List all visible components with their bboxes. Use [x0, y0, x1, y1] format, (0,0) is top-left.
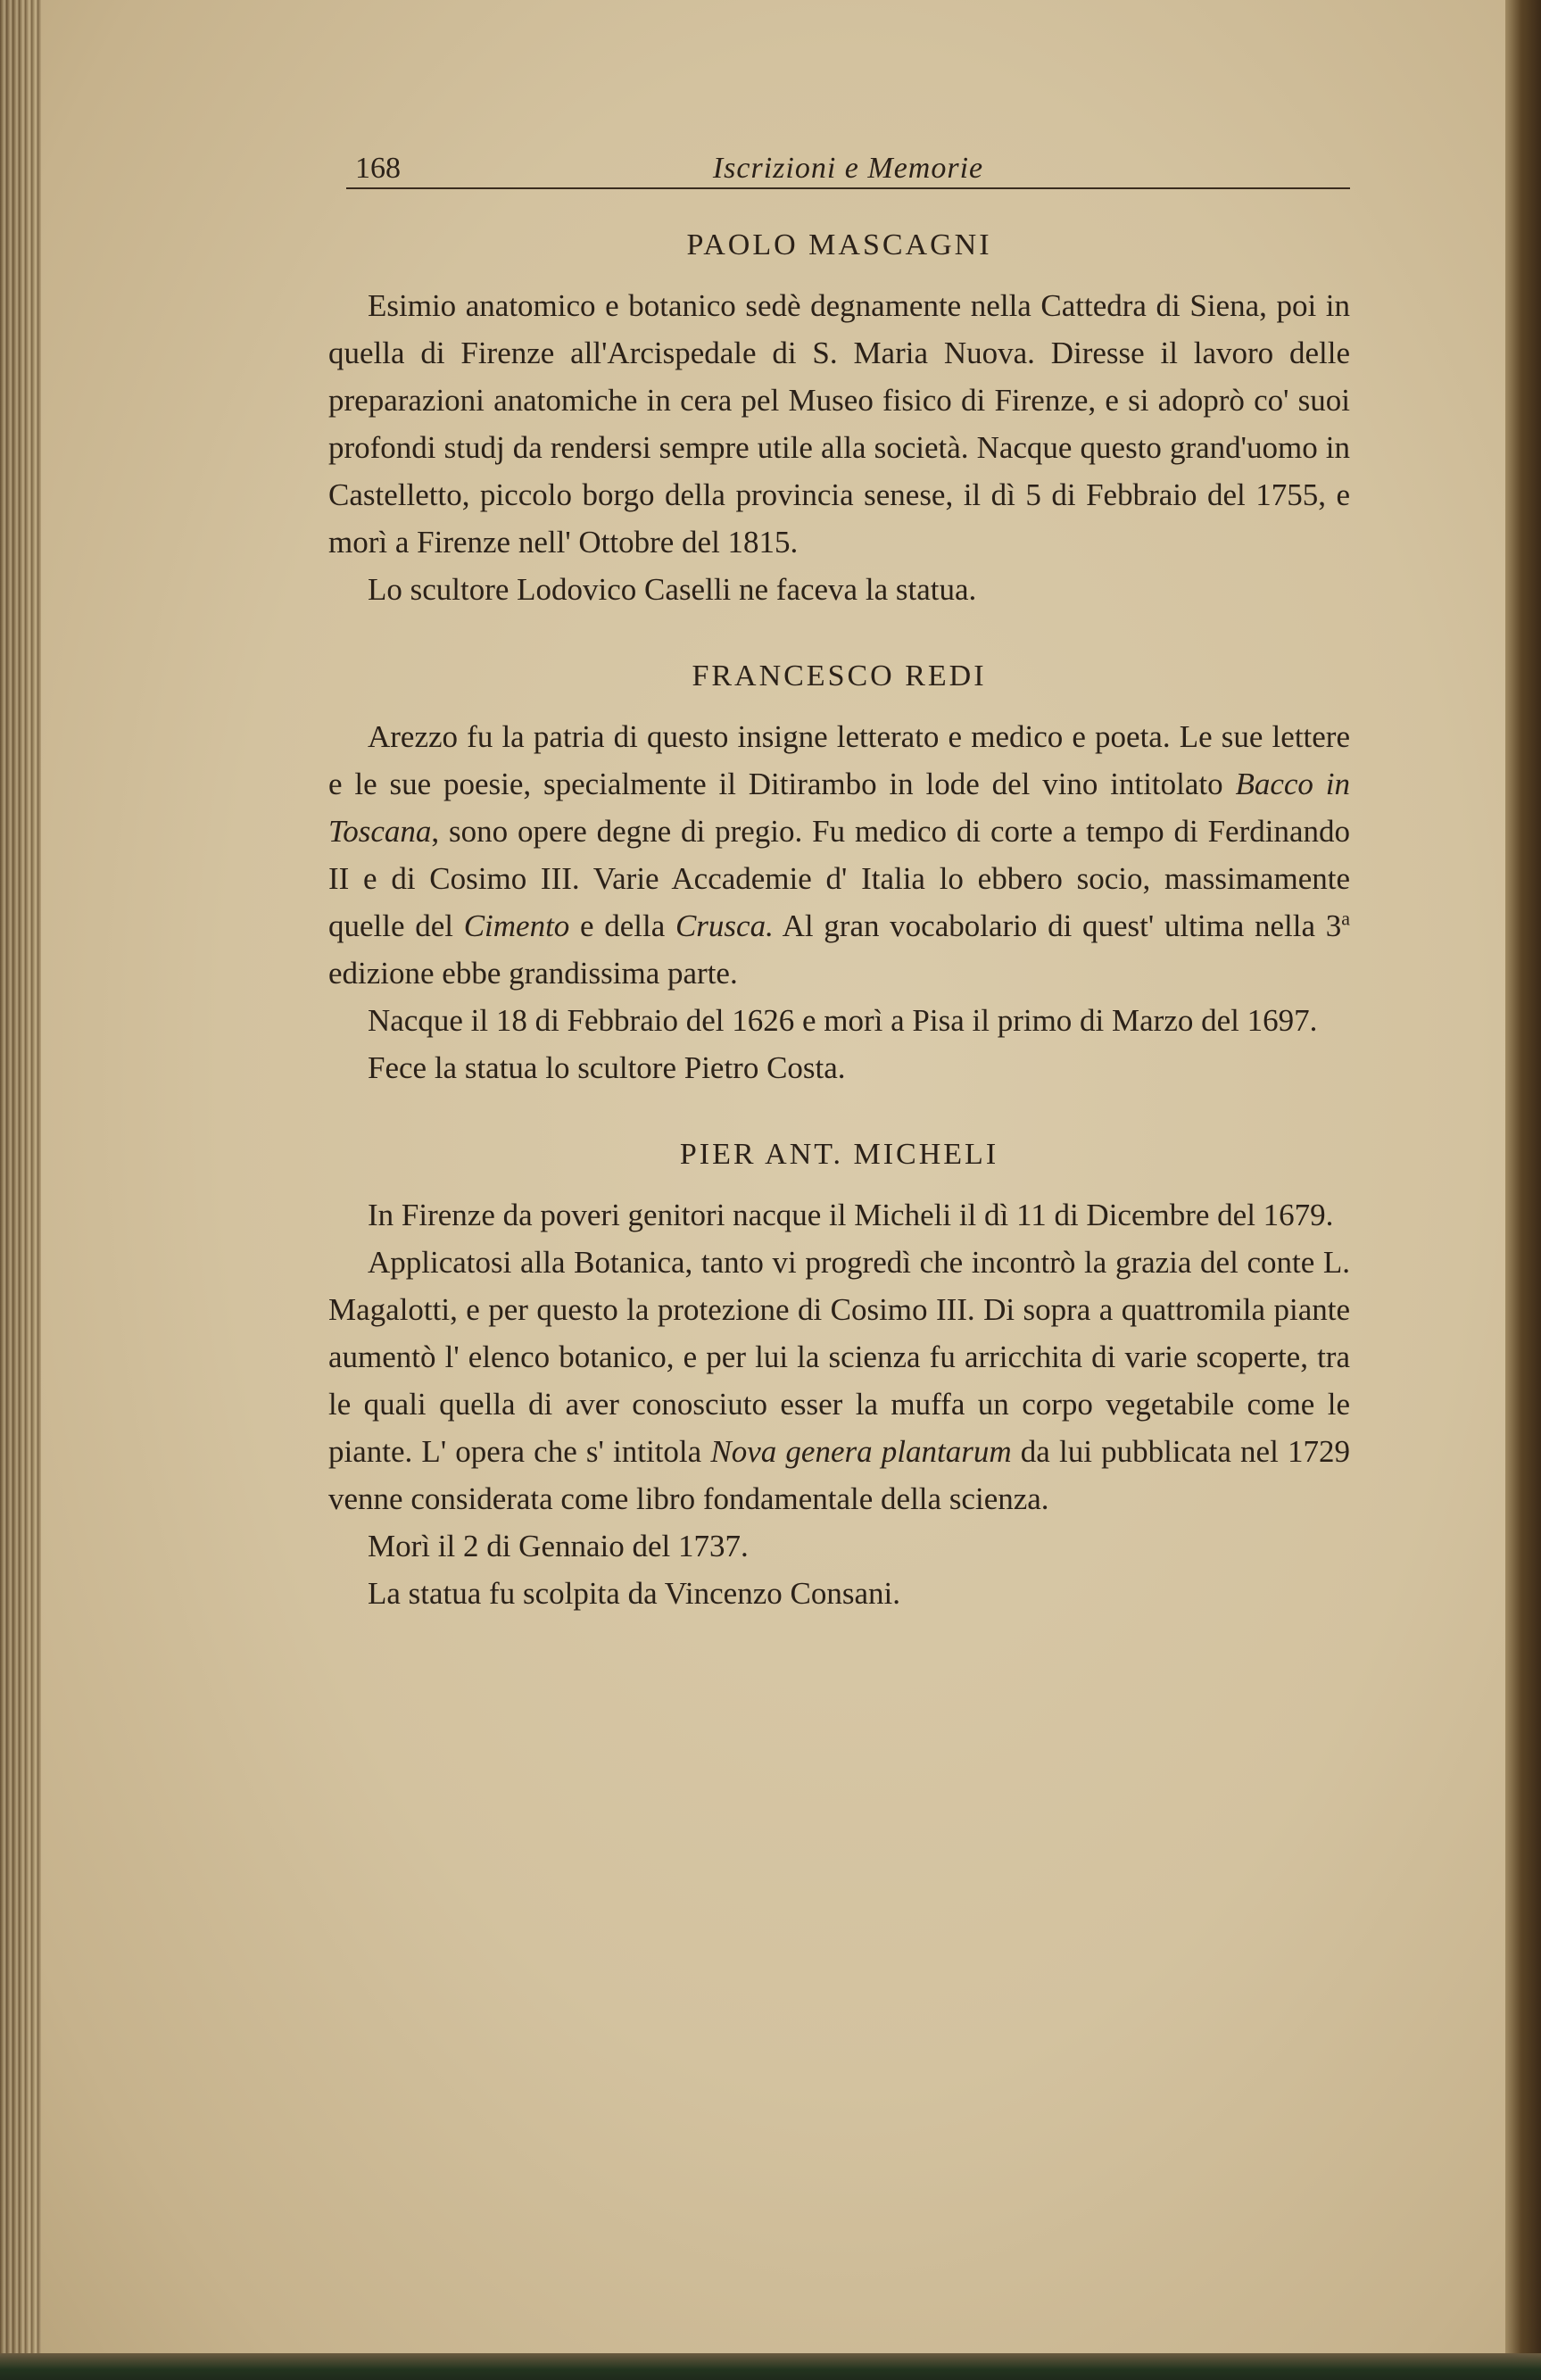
- micheli-paragraph-3: Morì il 2 di Gennaio del 1737.: [368, 1529, 749, 1563]
- redi-p1-text-c: , sono opere degne di pregio. Fu medico di corte a tempo di Ferdinando II e di Cosimo III. Varie Accademie d' Italia lo ebbero socio, massimamente quelle del: [328, 814, 1350, 943]
- section-title-mascagni: PAOLO MASCAGNI: [686, 228, 992, 261]
- mascagni-paragraph-1: Esimio anatomico e botanico sedè degnamente nella Cattedra di Siena, poi in quella di Firenze all'Arcispedale di S. Maria Nuova. Diresse il lavoro delle preparazioni anatomiche in cera pel Museo fisico di Firenze, e si adoprò co' suoi profondi studj da rendersi sempre utile alla società. Nacque questo grand'uomo in Castelletto, piccolo borgo della provincia senese, il dì 5 di Febbraio del 1755, e morì a Firenze nell' Ottobre del 1815.: [328, 288, 1350, 560]
- redi-p1-text-e: e della: [569, 908, 675, 943]
- section-title-micheli: PIER ANT. MICHELI: [679, 1138, 999, 1171]
- redi-p1-text-h: edizione ebbe grandissima parte.: [328, 956, 738, 991]
- redi-paragraph-1: [328, 713, 1350, 997]
- page-number: 168: [355, 152, 401, 185]
- section-title-redi: FRANCESCO REDI: [692, 659, 987, 692]
- micheli-p2-text-c: da lui pubblicata nel 1729 venne considerata come libro fondamentale della scienza.: [328, 1434, 1350, 1516]
- redi-p1-cimento: Cimento: [463, 908, 570, 943]
- micheli-paragraph-4: La statua fu scolpita da Vincenzo Consani.: [368, 1576, 900, 1611]
- redi-paragraph-2: Nacque il 18 di Febbraio del 1626 e morì a Pisa il primo di Marzo del 1697.: [368, 1003, 1318, 1038]
- micheli-paragraph-2: [328, 1239, 1350, 1522]
- redi-p1-text-a: Arezzo fu la patria di questo insigne letterato e medico e poeta. Le sue lettere e le sue poesie, specialmente il Ditirambo in lode del vino intitolato: [328, 719, 1350, 801]
- redi-p1-superscript: a: [1341, 907, 1351, 930]
- page-content: [328, 134, 1350, 1617]
- bottom-binding-strip: [0, 2353, 1541, 2380]
- micheli-p2-title-nova-genera: Nova genera plantarum: [710, 1434, 1012, 1469]
- right-cover-edge: [1505, 0, 1541, 2380]
- redi-p1-title-bacco: Bacco in Toscana: [328, 767, 1350, 849]
- micheli-p2-text-a: Applicatosi alla Botanica, tanto vi progredì che incontrò la grazia del conte L. Magalotti, e per questo la protezione di Cosimo III. Di sopra a quattromila piante aumentò l' elenco botanico, e per lui la scienza fu arricchita di varie scoperte, tra le quali quella di aver conosciuto esser la muffa un corpo vegetabile come le piante. L' opera che s' intitola: [328, 1245, 1350, 1469]
- mascagni-paragraph-2: Lo scultore Lodovico Caselli ne faceva la statua.: [368, 572, 977, 607]
- redi-p1-crusca: Crusca.: [675, 908, 774, 943]
- redi-p1-text-g: Al gran vocabolario di quest' ultima nella 3: [773, 908, 1342, 943]
- running-head: [346, 134, 1350, 189]
- redi-paragraph-3: Fece la statua lo scultore Pietro Costa.: [368, 1050, 846, 1085]
- micheli-paragraph-1: In Firenze da poveri genitori nacque il Micheli il dì 11 di Dicembre del 1679.: [368, 1198, 1334, 1232]
- running-title: Iscrizioni e Memorie: [712, 152, 984, 185]
